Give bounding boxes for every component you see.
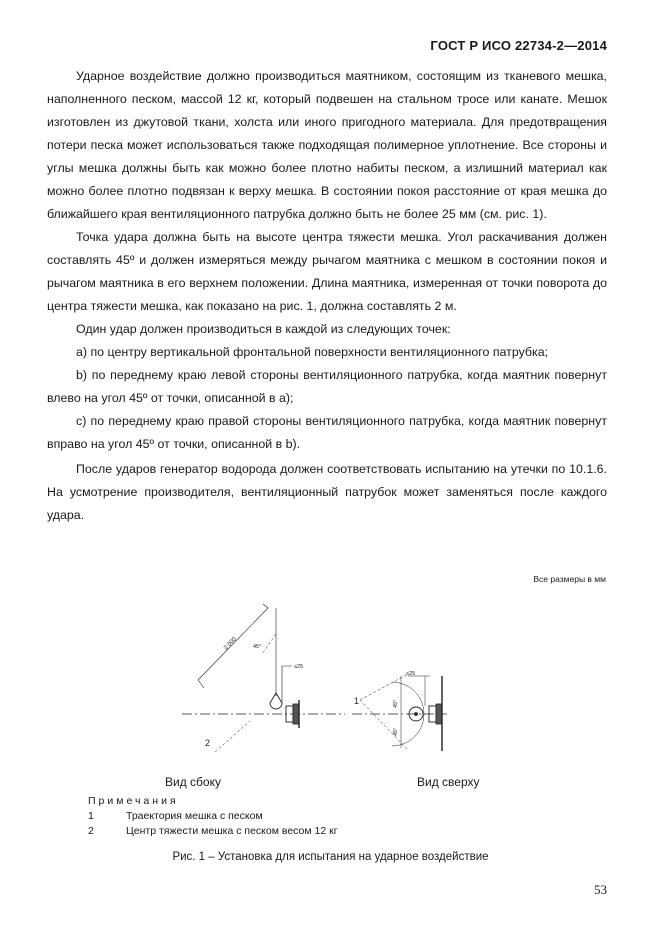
label-1: 1	[354, 696, 360, 706]
note-number: 2	[88, 825, 94, 837]
label-angle-side: 45°	[253, 644, 262, 650]
note-text: Центр тяжести мешка с песком весом 12 кг	[126, 825, 338, 837]
page-number: 53	[594, 882, 607, 897]
figure-caption: Рис. 1 – Установка для испытания на ударное воздействие	[172, 851, 489, 863]
label-angle-top-1: 45°	[393, 699, 399, 708]
document-header: ГОСТ Р ИСО 22734-2—2014	[430, 38, 607, 53]
list-item-a: a) по центру вертикальной фронтальной поверхности вентиляционного патрубка;	[76, 345, 549, 359]
label-2: 2	[205, 738, 211, 748]
caption-side-view: Вид сбоку	[165, 775, 221, 789]
test-setup-figure	[0, 596, 661, 776]
label-gap-side: ≤25	[294, 664, 304, 670]
label-angle-top-2: 45°	[393, 727, 399, 736]
caption-top-view: Вид сверху	[417, 775, 480, 789]
list-item-b: b) по переднему краю левой стороны вентиляционного патрубка, когда маятник повернут влево на угол 45º от точки, описанной в a);	[47, 368, 607, 405]
label-length: 2 000	[223, 636, 238, 652]
label-gap-top: ≤25	[406, 671, 416, 677]
note-item	[88, 809, 338, 824]
figure-notes	[88, 794, 338, 839]
notes-title: Примечания	[88, 795, 179, 807]
side-view-drawing	[182, 604, 345, 752]
paragraph-after-impacts: После ударов генератор водорода должен соответствовать испытанию на утечки по 10.1.6. На усмотрение производителя, вентиляционный патрубок может заменяться после каждого удара.	[47, 462, 607, 522]
paragraph-impacts-intro: Один удар должен производиться в каждой из следующих точек:	[76, 322, 451, 336]
paragraph-impact-point: Точка удара должна быть на высоте центра тяжести мешка. Угол раскачивания должен составлять 45º и должен измеряться между рычагом маятника с мешком в состоянии покоя и рычагом маятника в его верхнем положении. Длина маятника, измеренная от точки поворота до центра тяжести мешка, как показано на рис. 1, должна составлять 2 м.	[47, 230, 607, 313]
note-number: 1	[88, 810, 94, 822]
body-text	[47, 65, 607, 527]
paragraph-pendulum: Ударное воздействие должно производиться маятником, состоящим из тканевого мешка, наполненного песком, массой 12 кг, который подвешен на стальном тросе или канате. Мешок изготовлен из джутовой ткани, холста или иного пригодного материала. Для предотвращения потери песка может использоваться также подходящая полимерное уплотнение. Все стороны и углы мешка должны быть как можно более плотно набиты песком, а излишний материал как можно более плотно подвязан к верху мешка. В состоянии покоя расстояние от края мешка до ближайшего края вентиляционного патрубка должно быть не более 25 мм (см. рис. 1).	[47, 69, 607, 221]
note-item	[88, 824, 338, 839]
dimensions-note: Все размеры в мм	[533, 574, 606, 584]
list-item-c: c) по переднему краю правой стороны вентиляционного патрубка, когда маятник повернут вправо на угол 45º от точки, описанной в b).	[47, 414, 607, 451]
top-view-drawing	[352, 674, 447, 751]
note-text: Траектория мешка с песком	[126, 810, 263, 822]
